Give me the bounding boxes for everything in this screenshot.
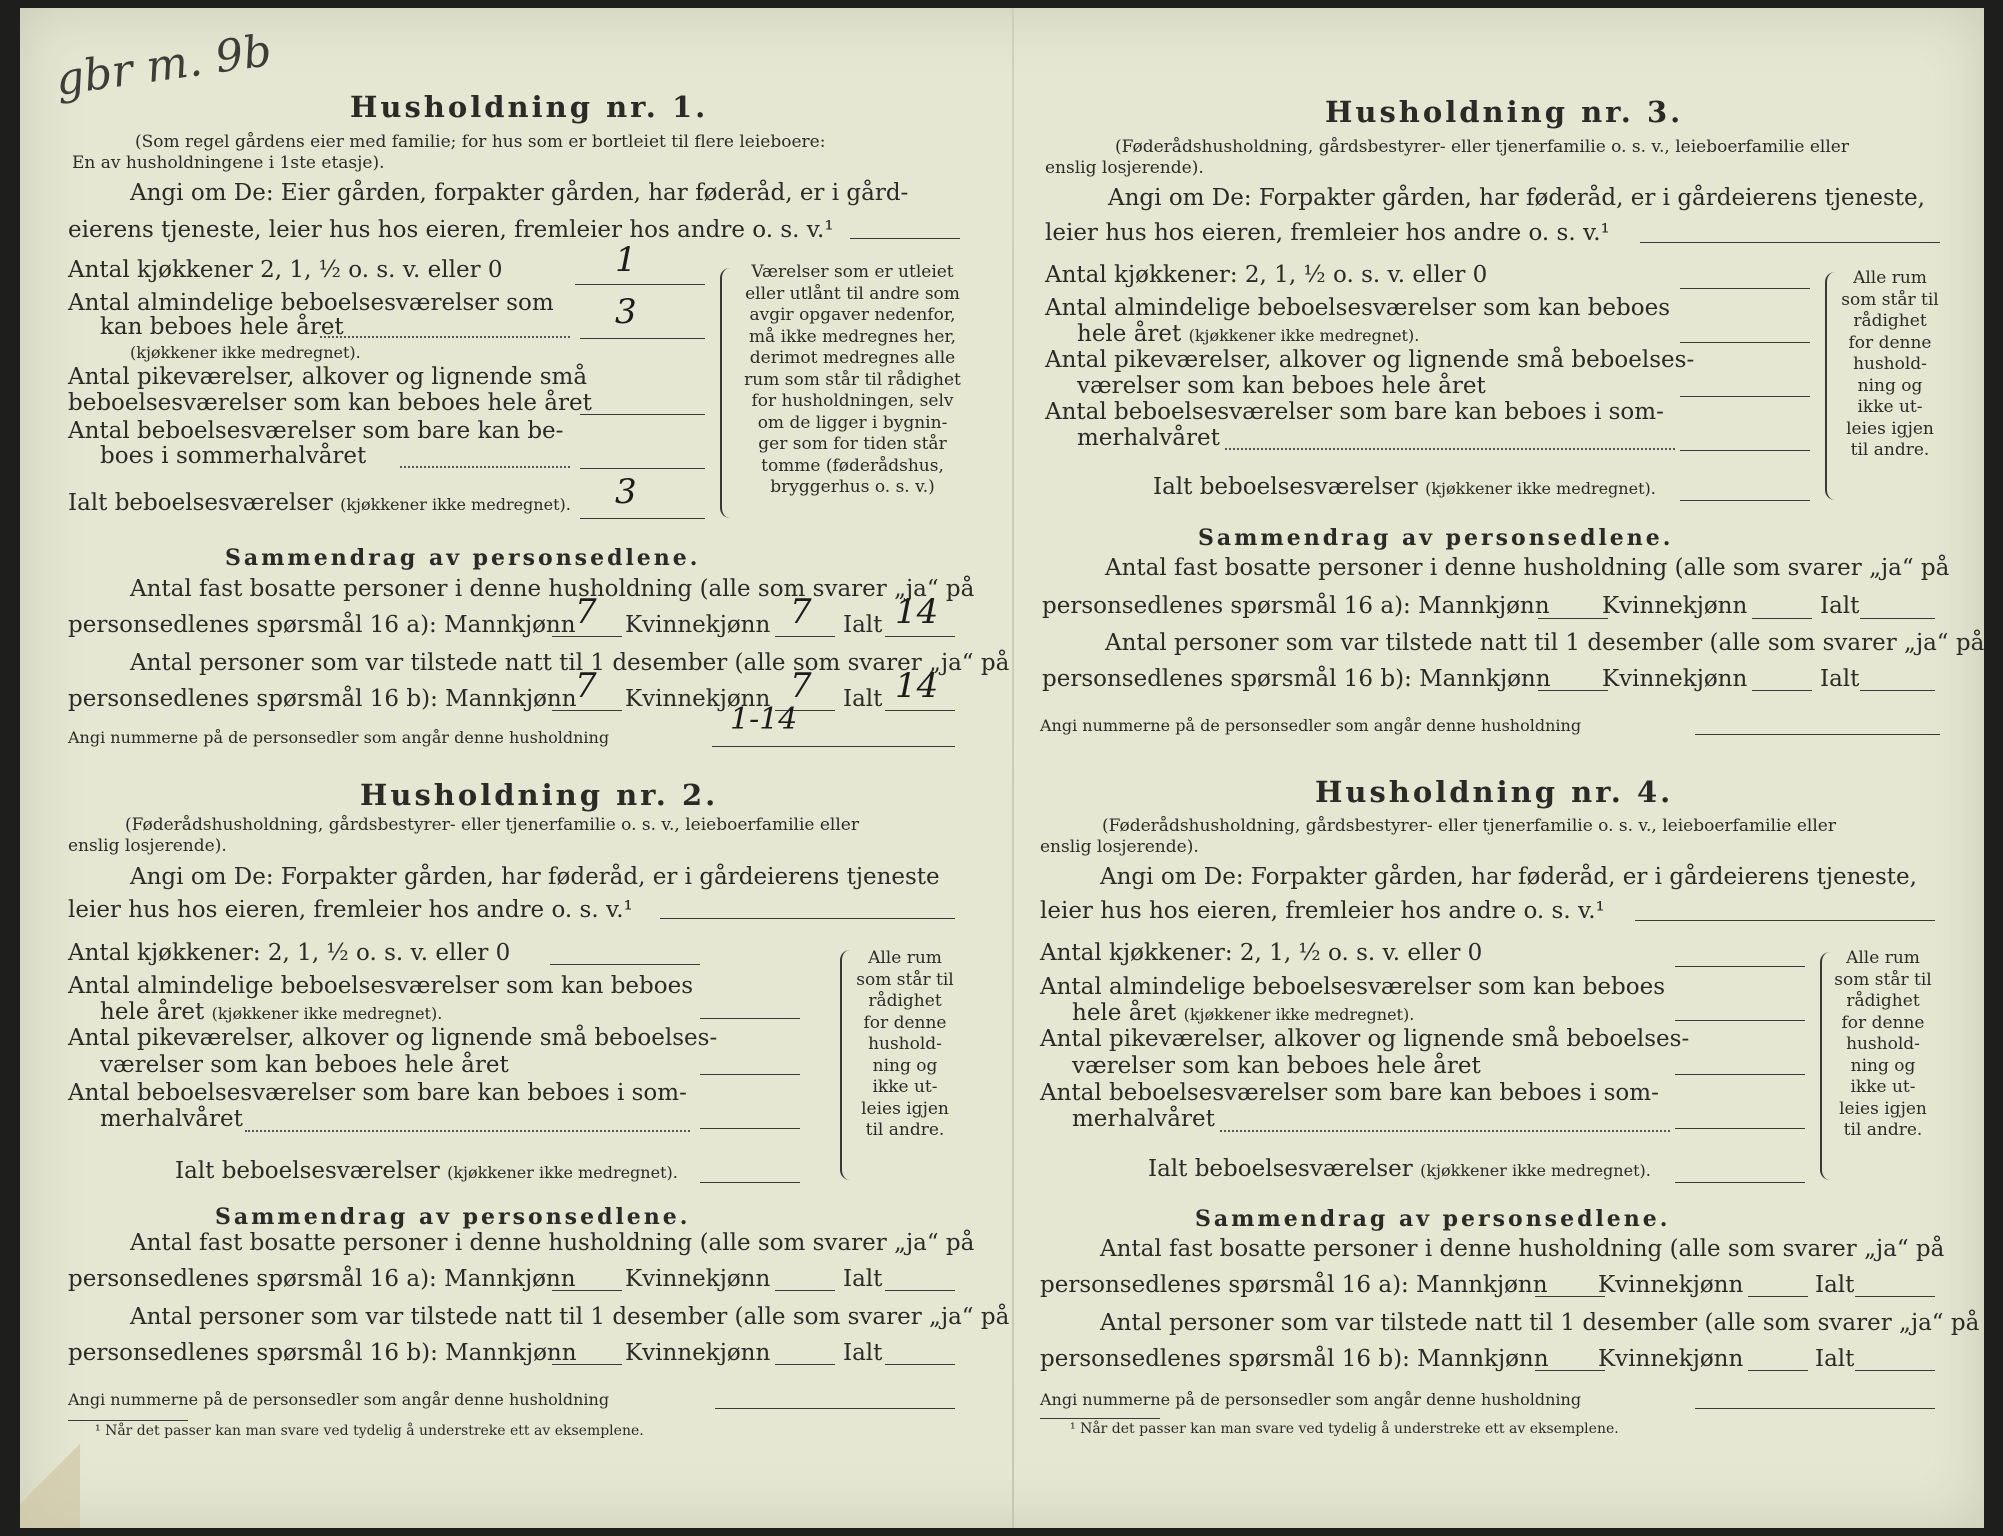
household-1-numbers-label: Angi nummerne på de personsedler som angår denne husholdning (68, 728, 610, 747)
side-note-line: Alle rum (1846, 948, 1920, 968)
side-note-line: rådighet (1853, 311, 1927, 331)
side-note-line: for denne (1848, 332, 1932, 353)
household-1-alm-line[interactable] (580, 338, 705, 339)
household-1-ialt-text: Ialt beboelsesværelser (68, 490, 333, 516)
side-note-line: hushold- (1853, 354, 1927, 374)
household-1-angi-1: Angi om De: Eier gården, forpakter gården, har føderåd, er i gård- (130, 180, 909, 206)
side-note-line: hushold- (868, 1034, 942, 1054)
footnote-rule-left (68, 1420, 188, 1421)
household-4-kjokken-line[interactable] (1675, 966, 1805, 967)
household-2-row-kjokken: Antal kjøkkener: 2, 1, ½ o. s. v. eller 0 (68, 940, 511, 966)
household-2-16b-mann-line[interactable] (552, 1364, 622, 1365)
side-note-line: ikke ut- (1850, 1077, 1916, 1097)
side-note-line: ikke ut- (1857, 397, 1923, 417)
household-2-ialt-note: (kjøkkener ikke medregnet). (447, 1163, 678, 1182)
side-note-line: hushold- (1846, 1034, 1920, 1054)
household-1-row-pike-1: Antal pikeværelser, alkover og lignende små (68, 364, 588, 390)
household-3-sum-16b-kv: Kvinnekjønn (1602, 666, 1748, 692)
side-note-line: Alle rum (868, 948, 942, 968)
household-2-sommer-line[interactable] (700, 1128, 800, 1129)
household-4-side-note (1828, 948, 1938, 1142)
household-2-16a-kv-line[interactable] (775, 1290, 835, 1291)
household-4-ialt-text: Ialt beboelsesværelser (1148, 1156, 1413, 1182)
household-1-sum-16a-2: personsedlenes spørsmål 16 a): Mannkjønn (68, 612, 576, 638)
household-4-16a-ialt-line[interactable] (1855, 1296, 1935, 1297)
household-4-sum-16b-ialt: Ialt (1815, 1346, 1855, 1372)
household-2-title: Husholdning nr. 2. (360, 778, 719, 812)
side-note-line: som står til (1834, 969, 1932, 990)
household-1-kjokken-line[interactable] (575, 284, 705, 285)
household-2-sum-16b-2: personsedlenes spørsmål 16 b): Mannkjønn (68, 1340, 577, 1366)
household-4-16b-ialt-line[interactable] (1855, 1370, 1935, 1371)
household-2-numbers-line[interactable] (715, 1408, 955, 1409)
household-2-row-pike-2: værelser som kan beboes hele året (100, 1052, 509, 1078)
side-note-line: til andre. (865, 1120, 945, 1140)
household-3-row-sommer-2: merhalvåret (1077, 425, 1220, 451)
household-4-alm-text: hele året (1072, 1000, 1177, 1026)
household-3-angi-1: Angi om De: Forpakter gården, har føderåd, er i gårdeierens tjeneste, (1108, 185, 1925, 211)
household-2-summary-title: Sammendrag av personsedlene. (215, 1204, 691, 1230)
household-2-16a-mann-line[interactable] (552, 1290, 622, 1291)
side-note-line: Værelser som er utleiet (751, 262, 954, 282)
household-1-16a-ialt-value: 14 (895, 592, 939, 632)
household-3-alm-note: (kjøkkener ikke medregnet). (1188, 326, 1420, 345)
household-4-pike-line[interactable] (1675, 1074, 1805, 1075)
household-3-sum-16b-ialt: Ialt (1820, 666, 1860, 692)
household-1-sommer-line[interactable] (580, 468, 705, 469)
household-4-angi-2: leier hus hos eieren, fremleier hos andre o. s. v.¹ (1040, 898, 1605, 924)
household-4-title: Husholdning nr. 4. (1315, 775, 1674, 809)
household-1-16a-ialt-line[interactable] (885, 636, 955, 637)
side-note-line: som står til (856, 969, 954, 990)
household-3-title: Husholdning nr. 3. (1325, 95, 1684, 129)
household-1-angi-2: eierens tjeneste, leier hus hos eieren, fremleier hos andre o. s. v.¹ (68, 217, 834, 243)
household-1-sum-16b-1: Antal personer som var tilstede natt til 1 desember (alle som svarer „ja“ på (130, 650, 1010, 676)
household-3-kjokken-line[interactable] (1680, 288, 1810, 289)
household-4-16a-kv-line[interactable] (1748, 1296, 1808, 1297)
dot-leader (320, 336, 570, 338)
household-3-pike-line[interactable] (1680, 396, 1810, 397)
side-note-line: for denne (1841, 1012, 1925, 1033)
household-2-sum-16a-ialt: Ialt (843, 1266, 883, 1292)
household-1-side-note (735, 262, 970, 499)
dot-leader (1220, 1130, 1670, 1132)
footnote-rule-right (1040, 1418, 1160, 1419)
household-3-16b-mann-line[interactable] (1538, 690, 1608, 691)
margin-mark: gbr m. 9b (52, 25, 275, 106)
household-2-ialt-label (175, 1158, 678, 1184)
household-4-row-alm-1: Antal almindelige beboelsesværelser som kan beboes (1040, 974, 1666, 1000)
household-4-row-pike-1: Antal pikeværelser, alkover og lignende små beboelses- (1040, 1026, 1690, 1052)
side-note-line: bryggerhus o. s. v.) (770, 477, 935, 497)
household-3-row-sommer-1: Antal beboelsesværelser som bare kan beboes i som- (1045, 399, 1664, 425)
household-4-note-1: (Føderådshusholdning, gårdsbestyrer- eller tjenerfamilie o. s. v., leieboerfamilie eller (1102, 816, 1836, 836)
household-1-ialt-label (68, 490, 571, 516)
household-1-summary-title: Sammendrag av personsedlene. (225, 545, 701, 571)
household-3-ialt-note: (kjøkkener ikke medregnet). (1425, 479, 1656, 498)
household-2-numbers-label: Angi nummerne på de personsedler som angår denne husholdning (68, 1390, 610, 1409)
household-1-16a-kv-line[interactable] (775, 636, 835, 637)
household-4-alm-note: (kjøkkener ikke medregnet). (1183, 1005, 1415, 1024)
household-2-16b-kv-line[interactable] (775, 1364, 835, 1365)
household-1-sum-16b-kv: Kvinnekjønn (625, 686, 771, 712)
household-2-sum-16b-ialt: Ialt (843, 1340, 883, 1366)
side-note-line: om de ligger i bygnin- (757, 412, 948, 433)
household-2-alm-line[interactable] (700, 1018, 800, 1019)
household-2-sum-16a-2: personsedlenes spørsmål 16 a): Mannkjønn (68, 1266, 576, 1292)
household-4-sum-16b-2: personsedlenes spørsmål 16 b): Mannkjønn (1040, 1346, 1549, 1372)
household-2-16b-ialt-line[interactable] (885, 1364, 955, 1365)
household-3-row-pike-1: Antal pikeværelser, alkover og lignende små beboelses- (1045, 347, 1695, 373)
household-2-angi-1: Angi om De: Forpakter gården, har føderåd, er i gårdeierens tjeneste (130, 864, 940, 890)
household-4-16b-mann-line[interactable] (1535, 1370, 1605, 1371)
household-4-sum-16a-ialt: Ialt (1815, 1272, 1855, 1298)
household-4-sum-16a-kv: Kvinnekjønn (1598, 1272, 1744, 1298)
side-note-line: avgir opgaver nedenfor, (749, 305, 956, 325)
household-2-kjokken-line[interactable] (550, 964, 700, 965)
side-note-line: rum som står til rådighet (744, 369, 961, 390)
household-2-ialt-line[interactable] (700, 1182, 800, 1183)
household-4-sum-16b-1: Antal personer som var tilstede natt til 1 desember (alle som svarer „ja“ på (1100, 1310, 1980, 1336)
household-2-row-sommer-2: merhalvåret (100, 1106, 243, 1132)
household-1-sum-16b-2: personsedlenes spørsmål 16 b): Mannkjønn (68, 686, 577, 712)
household-1-note-1: (Som regel gårdens eier med familie; for hus som er bortleiet til flere leieboere: (135, 132, 826, 152)
household-3-alm-line[interactable] (1680, 342, 1810, 343)
side-note-line: tomme (føderådshus, (761, 455, 944, 476)
household-4-angi-answer-line[interactable] (1635, 920, 1935, 921)
household-4-numbers-line[interactable] (1695, 1408, 1935, 1409)
household-4-row-pike-2: værelser som kan beboes hele året (1072, 1053, 1481, 1079)
household-2-pike-line[interactable] (700, 1074, 800, 1075)
household-1-sum-16b-ialt: Ialt (843, 686, 883, 712)
dot-leader (245, 1130, 690, 1132)
household-3-sum-16a-kv: Kvinnekjønn (1602, 593, 1748, 619)
household-3-sum-16a-1: Antal fast bosatte personer i denne husholdning (alle som svarer „ja“ på (1105, 555, 1950, 581)
household-1-row-sommer-2: boes i sommerhalvåret (100, 443, 367, 469)
side-note-line: Alle rum (1853, 268, 1927, 288)
household-4-summary-title: Sammendrag av personsedlene. (1195, 1206, 1671, 1232)
side-note-line: ning og (1850, 1055, 1916, 1076)
side-note-line: ning og (1857, 375, 1923, 396)
household-3-16a-mann-line[interactable] (1538, 618, 1608, 619)
household-1-row-sommer-1: Antal beboelsesværelser som bare kan be- (68, 418, 564, 444)
household-1-alm-value: 3 (615, 292, 637, 332)
household-4-sum-16a-2: personsedlenes spørsmål 16 a): Mannkjønn (1040, 1272, 1548, 1298)
household-1-sum-16a-1: Antal fast bosatte personer i denne husholdning (alle som svarer „ja“ på (130, 576, 975, 602)
household-4-row-kjokken: Antal kjøkkener: 2, 1, ½ o. s. v. eller 0 (1040, 940, 1483, 966)
household-1-row-alm-note: (kjøkkener ikke medregnet). (130, 343, 361, 362)
household-3-sum-16a-2: personsedlenes spørsmål 16 a): Mannkjønn (1042, 593, 1550, 619)
household-1-16a-mann-value: 7 (575, 592, 597, 632)
side-note-line: må ikke medregnes her, (748, 326, 957, 347)
household-4-row-sommer-2: merhalvåret (1072, 1106, 1215, 1132)
household-1-ialt-note: (kjøkkener ikke medregnet). (340, 495, 571, 514)
side-note-line: til andre. (1843, 1120, 1923, 1140)
household-3-16b-kv-line[interactable] (1752, 690, 1812, 691)
household-2-sum-16a-kv: Kvinnekjønn (625, 1266, 771, 1292)
household-1-numbers-line[interactable] (712, 746, 955, 747)
household-1-row-pike-2: beboelsesværelser som kan beboes hele året (68, 390, 592, 416)
household-1-brace (720, 268, 734, 518)
household-2-alm-note: (kjøkkener ikke medregnet). (211, 1004, 443, 1023)
household-3-angi-2: leier hus hos eieren, fremleier hos andre o. s. v.¹ (1045, 220, 1610, 246)
household-4-sum-16b-kv: Kvinnekjønn (1598, 1346, 1744, 1372)
household-1-angi-answer-line[interactable] (850, 238, 960, 239)
household-4-row-sommer-1: Antal beboelsesværelser som bare kan beboes i som- (1040, 1080, 1659, 1106)
side-note-line: leies igjen (1846, 418, 1934, 439)
household-3-row-kjokken: Antal kjøkkener: 2, 1, ½ o. s. v. eller 0 (1045, 262, 1488, 288)
household-2-ialt-text: Ialt beboelsesværelser (175, 1158, 440, 1184)
side-note-line: for denne (863, 1012, 947, 1033)
household-4-ialt-note: (kjøkkener ikke medregnet). (1420, 1161, 1651, 1180)
household-3-note-1: (Føderådshusholdning, gårdsbestyrer- eller tjenerfamilie o. s. v., leieboerfamilie eller (1115, 137, 1849, 157)
household-2-16a-ialt-line[interactable] (885, 1290, 955, 1291)
household-3-sum-16b-1: Antal personer som var tilstede natt til 1 desember (alle som svarer „ja“ på (1105, 630, 1985, 656)
side-note-line: ger som for tiden står (758, 434, 947, 454)
household-1-sum-16a-ialt: Ialt (843, 612, 883, 638)
household-1-note-2: En av husholdningene i 1ste etasje). (72, 153, 385, 173)
household-2-angi-2: leier hus hos eieren, fremleier hos andre o. s. v.¹ (68, 897, 633, 923)
household-3-sommer-line[interactable] (1680, 450, 1810, 451)
household-3-row-alm-2 (1077, 321, 1419, 347)
household-3-ialt-line[interactable] (1680, 500, 1810, 501)
household-1-16a-kv-value: 7 (790, 592, 812, 632)
household-2-sum-16a-1: Antal fast bosatte personer i denne husholdning (alle som svarer „ja“ på (130, 1230, 975, 1256)
side-note-line: ning og (872, 1055, 938, 1076)
household-2-angi-answer-line[interactable] (660, 918, 955, 919)
household-3-16b-ialt-line[interactable] (1860, 690, 1935, 691)
household-3-16a-ialt-line[interactable] (1860, 618, 1935, 619)
household-4-16a-mann-line[interactable] (1535, 1296, 1605, 1297)
household-1-title: Husholdning nr. 1. (350, 90, 709, 124)
side-note-line: rådighet (868, 991, 942, 1011)
footnote-left: ¹ Når det passer kan man svare ved tydelig å understreke ett av eksemplene. (95, 1423, 644, 1439)
household-1-row-kjokken: Antal kjøkkener 2, 1, ½ o. s. v. eller 0 (68, 257, 503, 283)
household-3-summary-title: Sammendrag av personsedlene. (1198, 525, 1674, 551)
household-1-16b-ialt-line[interactable] (885, 710, 955, 711)
worn-corner (20, 1420, 80, 1528)
side-note-line: eller utlånt til andre som (745, 283, 960, 304)
household-3-ialt-text: Ialt beboelsesværelser (1153, 474, 1418, 500)
household-2-alm-text: hele året (100, 999, 205, 1025)
household-3-sum-16b-2: personsedlenes spørsmål 16 b): Mannkjønn (1042, 666, 1551, 692)
household-4-ialt-label (1148, 1156, 1651, 1182)
household-1-ialt-value: 3 (615, 472, 637, 512)
household-3-row-alm-1: Antal almindelige beboelsesværelser som kan beboes (1045, 295, 1671, 321)
side-note-line: leies igjen (1839, 1098, 1927, 1119)
household-3-ialt-label (1153, 474, 1656, 500)
household-2-sum-16b-kv: Kvinnekjønn (625, 1340, 771, 1366)
household-4-note-2: enslig losjerende). (1040, 837, 1199, 857)
household-3-note-2: enslig losjerende). (1045, 158, 1204, 178)
household-1-16b-mann-value: 7 (575, 666, 597, 706)
household-3-16a-kv-line[interactable] (1752, 618, 1812, 619)
footnote-right: ¹ Når det passer kan man svare ved tydelig å understreke ett av eksemplene. (1070, 1421, 1619, 1437)
household-4-angi-1: Angi om De: Forpakter gården, har føderåd, er i gårdeierens tjeneste, (1100, 864, 1917, 890)
household-3-numbers-label: Angi nummerne på de personsedler som angår denne husholdning (1040, 716, 1582, 735)
dot-leader (1225, 448, 1675, 450)
household-4-row-alm-2 (1072, 1000, 1414, 1026)
household-2-note-1: (Føderådshusholdning, gårdsbestyrer- eller tjenerfamilie o. s. v., leieboerfamilie eller (125, 815, 859, 835)
dot-leader (400, 466, 570, 468)
household-4-16b-kv-line[interactable] (1748, 1370, 1808, 1371)
household-1-16a-mann-line[interactable] (552, 636, 622, 637)
side-note-line: som står til (1841, 289, 1939, 310)
household-2-sum-16b-1: Antal personer som var tilstede natt til 1 desember (alle som svarer „ja“ på (130, 1304, 1010, 1330)
side-note-line: til andre. (1850, 440, 1930, 460)
side-note-line: leies igjen (861, 1098, 949, 1119)
household-2-side-note (850, 948, 960, 1142)
household-3-alm-text: hele året (1077, 321, 1182, 347)
household-3-row-pike-2: værelser som kan beboes hele året (1077, 373, 1486, 399)
household-2-row-sommer-1: Antal beboelsesværelser som bare kan beboes i som- (68, 1080, 687, 1106)
household-1-16b-kv-value: 7 (790, 666, 812, 706)
household-4-sum-16a-1: Antal fast bosatte personer i denne husholdning (alle som svarer „ja“ på (1100, 1236, 1945, 1262)
page-fold (1012, 8, 1014, 1528)
household-3-numbers-line[interactable] (1695, 734, 1940, 735)
household-1-row-alm-1: Antal almindelige beboelsesværelser som (68, 290, 554, 316)
household-1-pike-line[interactable] (580, 414, 705, 415)
side-note-line: derimot medregnes alle (749, 348, 956, 368)
household-4-alm-line[interactable] (1675, 1020, 1805, 1021)
household-3-sum-16a-ialt: Ialt (1820, 593, 1860, 619)
household-1-row-alm-2: kan beboes hele året (100, 314, 344, 340)
household-1-16b-mann-line[interactable] (552, 710, 622, 711)
household-1-numbers-value: 1-14 (730, 702, 798, 737)
household-1-kjokken-value: 1 (615, 240, 637, 280)
household-2-row-alm-1: Antal almindelige beboelsesværelser som kan beboes (68, 973, 694, 999)
household-2-row-alm-2 (100, 999, 442, 1025)
household-4-numbers-label: Angi nummerne på de personsedler som angår denne husholdning (1040, 1390, 1582, 1409)
side-note-line: rådighet (1846, 991, 1920, 1011)
household-2-note-2: enslig losjerende). (68, 836, 227, 856)
household-4-ialt-line[interactable] (1675, 1182, 1805, 1183)
household-1-ialt-line[interactable] (580, 518, 705, 519)
household-3-side-note (1835, 268, 1945, 462)
household-2-row-pike-1: Antal pikeværelser, alkover og lignende små beboelses- (68, 1025, 718, 1051)
household-1-sum-16a-kv: Kvinnekjønn (625, 612, 771, 638)
household-4-sommer-line[interactable] (1675, 1128, 1805, 1129)
household-1-16b-ialt-value: 14 (895, 666, 939, 706)
household-3-angi-answer-line[interactable] (1640, 242, 1940, 243)
side-note-line: ikke ut- (872, 1077, 938, 1097)
side-note-line: for husholdningen, selv (751, 391, 954, 411)
